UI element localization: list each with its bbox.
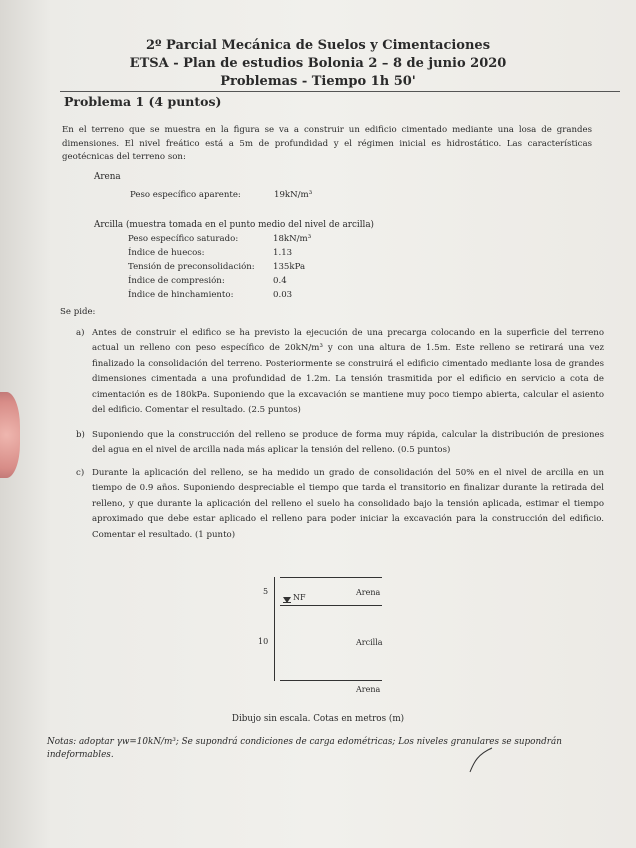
exam-title: 2º Parcial Mecánica de Suelos y Cimentaciones [145, 38, 491, 53]
figure-caption: Dibujo sin escala. Cotas en metros (m) [231, 714, 405, 724]
arcilla-prop-label: Índice de compresión: [128, 276, 225, 286]
arcilla-prop-value: 0.4 [273, 276, 287, 286]
dimension-10: 10 [258, 637, 269, 646]
arcilla-prop-label: Índice de huecos: [128, 248, 205, 258]
pen-mark [468, 744, 518, 774]
exam-subtitle: ETSA - Plan de estudios Bolonia 2 – 8 de junio 2020 [129, 56, 507, 71]
arcilla-prop-value: 1.13 [273, 248, 293, 258]
se-pide: Se pide: [60, 307, 96, 317]
water-table-marker [283, 602, 291, 603]
arcilla-arena-boundary [280, 680, 382, 681]
header-divider [60, 91, 620, 92]
ground-surface-line [280, 577, 382, 578]
layer-label-arcilla: Arcilla [356, 638, 383, 647]
arcilla-prop-value: 135kPa [273, 262, 306, 272]
arcilla-heading: Arcilla (muestra tomada en el punto medio del nivel de arcilla) [94, 220, 374, 230]
dimension-5: 5 [263, 587, 269, 596]
finger-in-photo [0, 392, 20, 478]
arena-prop-label: Peso específico aparente: [130, 190, 241, 200]
question-text: Suponiendo que la construcción del relleno se produce de forma muy rápida, calcular la distribución de presiones del agua en el nivel de arcilla nada más aplicar la tensión del relleno. (0.5 puntos) [92, 430, 604, 456]
question-marker: a) [76, 328, 85, 338]
arcilla-prop-value: 0.03 [273, 290, 293, 300]
question-marker: c) [76, 468, 85, 478]
arena-heading: Arena [94, 172, 121, 182]
layer-label-arena-top: Arena [356, 588, 381, 597]
nf-label: NF [293, 593, 306, 602]
layer-label-arena-bottom: Arena [356, 685, 381, 694]
problem-intro: En el terreno que se muestra en la figura se va a construir un edificio cimentado mediante una losa de grandes dimensiones. El nivel freático está a 5m de profundidad y el régimen inicial es hidrostático. Las características geotécnicas del terreno son: [62, 125, 592, 162]
problem-title: Problema 1 (4 puntos) [64, 94, 222, 109]
notes: Notas: adoptar γw=10kN/m³; Se supondrá condiciones de carga edométricas; Los niveles granulares se supondrán indeformables. [47, 737, 562, 760]
arcilla-prop-value: 18kN/m³ [273, 234, 312, 244]
arcilla-prop-label: Tensión de preconsolidación: [128, 262, 255, 272]
arena-prop-value: 19kN/m³ [274, 190, 313, 200]
question-text: Durante la aplicación del relleno, se ha medido un grado de consolidación del 50% en el nivel de arcilla en un tiempo de 0.9 años. Suponiendo despreciable el tiempo que tarda el transitorio en finalizar durante la retirada del relleno, y que durante la aplicación del relleno el suelo ha consolidado bajo la tensión aplicada, estimar el tiempo aproximado que debe estar aplicado el relleno para poder iniciar la excavación para la construcción del edificio. Comentar el resultado. (1 punto) [92, 468, 604, 540]
dimension-line [274, 577, 275, 681]
arcilla-prop-label: Peso específico saturado: [128, 234, 239, 244]
exam-time: Problemas - Tiempo 1h 50' [220, 74, 416, 89]
question-marker: b) [76, 430, 85, 440]
question-text: Antes de construir el edifico se ha previsto la ejecución de una precarga colocando en la superficie del terreno actual un relleno con peso específico de 20kN/m³ y con una altura de 1.5m. Este relleno se retirará una vez finalizado la consolidación del terreno. Posteriormente se construirá el edificio cimentado mediante losa de grandes dimensiones cimentada a una profundidad de 1.2m. La tensión trasmitida por el edificio en servicio a cota de cimentación es de 180kPa. Suponiendo que la excavación se mantiene muy poco tiempo abierta, calcular el asiento del edificio. Comentar el resultado. (2.5 puntos) [92, 328, 604, 416]
arcilla-prop-label: Índice de hinchamiento: [128, 290, 234, 300]
arena-arcilla-boundary [280, 605, 382, 606]
